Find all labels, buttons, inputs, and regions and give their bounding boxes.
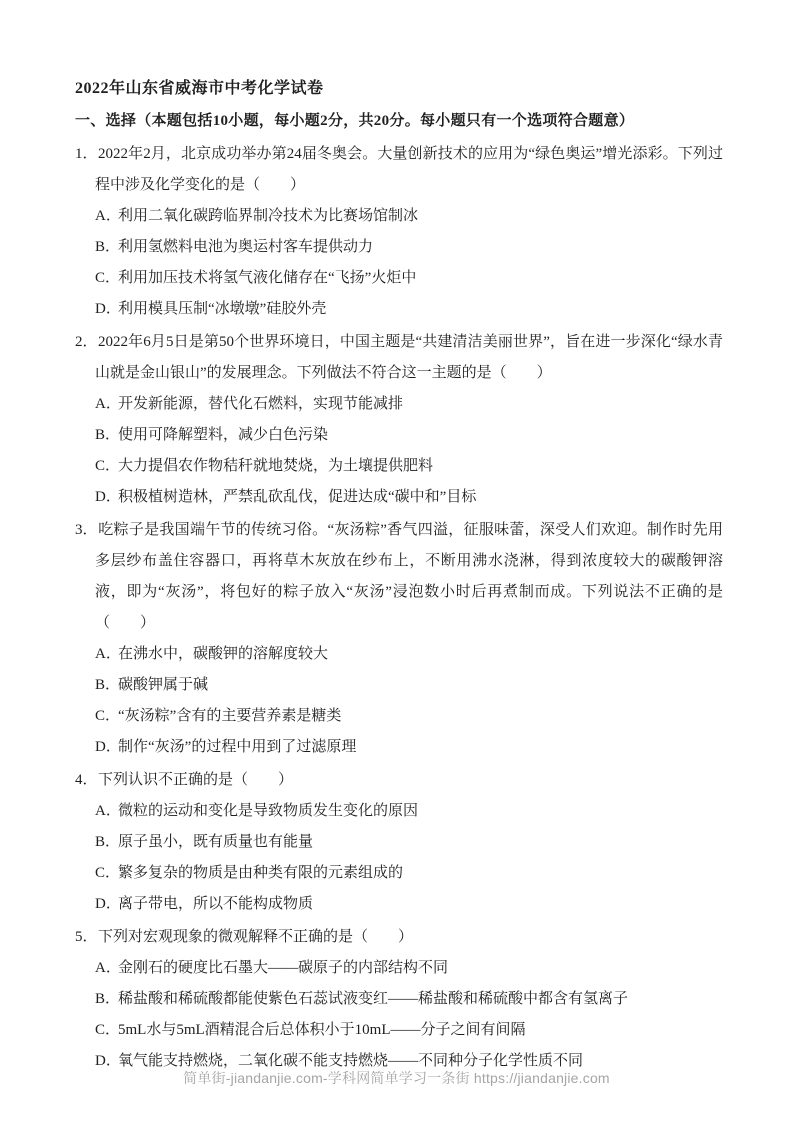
- answer-option: [95, 827, 723, 858]
- footer-watermark: 简单街-jiandanjie.com-学科网简单学习一条街 https://jiandanjie.com: [183, 1070, 610, 1086]
- option-text: 微粒的运动和变化是导致物质发生变化的原因: [118, 803, 419, 819]
- option-label: C．: [95, 708, 121, 724]
- answer-option: [95, 201, 723, 232]
- answer-option: [95, 451, 723, 482]
- answer-option: [95, 796, 723, 827]
- option-text: 氧气能支持燃烧，二氧化碳不能支持燃烧——不同种分子化学性质不同: [118, 1053, 584, 1069]
- option-label: B．: [95, 677, 121, 693]
- option-text: 利用氢燃料电池为奥运村客车提供动力: [118, 239, 374, 255]
- question: [75, 139, 723, 325]
- option-label: A．: [95, 208, 121, 224]
- option-text: 离子带电，所以不能构成物质: [118, 896, 314, 912]
- option-text: “灰汤粽”含有的主要营养素是糖类: [118, 708, 342, 724]
- option-label: A．: [95, 803, 121, 819]
- question-stem-text: 2022年2月，北京成功举办第24届冬奥会。大量创新技术的应用为“绿色奥运”增光添彩。下列过程中涉及化学变化的是（ ）: [95, 146, 723, 193]
- option-text: 大力提倡农作物秸秆就地焚烧，为土壤提供肥料: [118, 458, 434, 474]
- option-label: B．: [95, 239, 121, 255]
- option-text: 稀盐酸和稀硫酸都能使紫色石蕊试液变红——稀盐酸和稀硫酸中都含有氢离子: [118, 991, 629, 1007]
- option-label: D．: [95, 896, 121, 912]
- question-stem: [75, 515, 723, 639]
- answer-option: [95, 858, 723, 889]
- answer-option: [95, 420, 723, 451]
- option-text: 5mL水与5mL酒精混合后总体积小于10mL——分子之间有间隔: [118, 1022, 526, 1038]
- answer-option: [95, 732, 723, 763]
- question-number: 3．: [75, 522, 98, 538]
- option-label: C．: [95, 270, 121, 286]
- option-label: C．: [95, 458, 121, 474]
- answer-option: [95, 670, 723, 701]
- option-label: D．: [95, 739, 121, 755]
- option-label: A．: [95, 396, 121, 412]
- option-text: 在沸水中，碳酸钾的溶解度较大: [118, 646, 329, 662]
- answer-option: [95, 232, 723, 263]
- question: [75, 765, 723, 920]
- option-label: C．: [95, 1022, 121, 1038]
- answer-option: [95, 701, 723, 732]
- question: [75, 922, 723, 1077]
- option-label: D．: [95, 1053, 121, 1069]
- answer-option: [95, 482, 723, 513]
- option-text: 积极植树造林，严禁乱砍乱伐，促进达成“碳中和”目标: [118, 489, 477, 505]
- answer-option: [95, 294, 723, 325]
- answer-option: [95, 984, 723, 1015]
- answer-option: [95, 263, 723, 294]
- option-label: B．: [95, 834, 121, 850]
- question-number: 4．: [75, 772, 98, 788]
- option-label: A．: [95, 960, 121, 976]
- option-label: D．: [95, 489, 121, 505]
- answer-option: [95, 1015, 723, 1046]
- question-stem: [75, 765, 723, 796]
- option-text: 碳酸钾属于碱: [118, 677, 209, 693]
- option-text: 使用可降解塑料，减少白色污染: [118, 427, 329, 443]
- option-text: 繁多复杂的物质是由种类有限的元素组成的: [118, 865, 404, 881]
- option-text: 制作“灰汤”的过程中用到了过滤原理: [118, 739, 357, 755]
- option-label: B．: [95, 427, 121, 443]
- page-title: 2022年山东省威海市中考化学试卷: [75, 80, 324, 97]
- question-stem-text: 下列认识不正确的是（ ）: [98, 772, 294, 788]
- option-label: D．: [95, 301, 121, 317]
- question-number: 1．: [75, 146, 98, 162]
- question-stem-text: 2022年6月5日是第50个世界环境日，中国主题是“共建清洁美丽世界”，旨在进一步深化“绿水青山就是金山银山”的发展理念。下列做法不符合这一主题的是（ ）: [95, 334, 723, 381]
- option-text: 金刚石的硬度比石墨大——碳原子的内部结构不同: [118, 960, 449, 976]
- question-stem: [75, 327, 723, 389]
- question-stem-text: 吃粽子是我国端午节的传统习俗。“灰汤粽”香气四溢，征服味蕾，深受人们欢迎。制作时先用多层纱布盖住容器口，再将草木灰放在纱布上，不断用沸水浇淋，得到浓度较大的碳酸钾溶液，即为“灰汤”，将包好的粽子放入“灰汤”浸泡数小时后再煮制而成。下列说法不正确的是（ ）: [95, 522, 723, 631]
- question-number: 2．: [75, 334, 98, 350]
- question-stem: [75, 139, 723, 201]
- section-header: 一、选择（本题包括10小题，每小题2分，共20分。每小题只有一个选项符合题意）: [75, 113, 635, 129]
- option-label: A．: [95, 646, 121, 662]
- answer-option: [95, 953, 723, 984]
- answer-option: [95, 639, 723, 670]
- option-text: 利用模具压制“冰墩墩”硅胶外壳: [118, 301, 327, 317]
- option-text: 利用加压技术将氢气液化储存在“飞扬”火炬中: [118, 270, 417, 286]
- question-number: 5．: [75, 929, 98, 945]
- answer-option: [95, 389, 723, 420]
- option-text: 开发新能源，替代化石燃料，实现节能减排: [118, 396, 404, 412]
- answer-option: [95, 889, 723, 920]
- question-stem: [75, 922, 723, 953]
- option-label: C．: [95, 865, 121, 881]
- option-text: 利用二氧化碳跨临界制冷技术为比赛场馆制冰: [118, 208, 419, 224]
- question: [75, 327, 723, 513]
- question: [75, 515, 723, 763]
- option-label: B．: [95, 991, 121, 1007]
- questions-list: [75, 139, 723, 1077]
- option-text: 原子虽小，既有质量也有能量: [118, 834, 314, 850]
- question-stem-text: 下列对宏观现象的微观解释不正确的是（ ）: [98, 929, 414, 945]
